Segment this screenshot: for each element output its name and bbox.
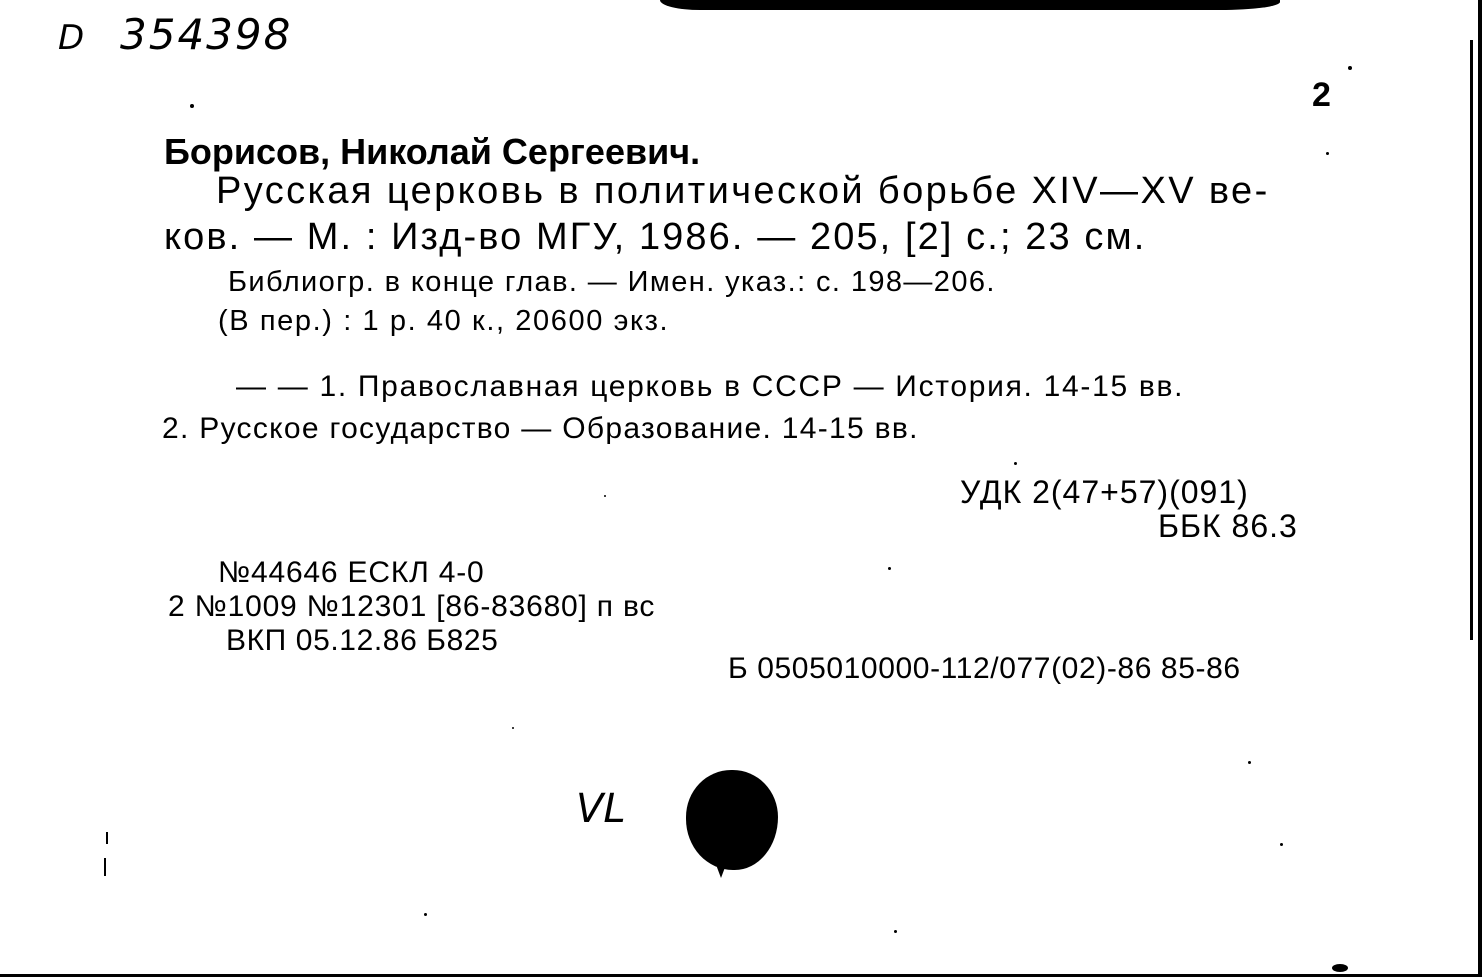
title-line-2: ков. — М. : Изд-во МГУ, 1986. — 205, [2] с.; 23 см. xyxy=(164,216,1147,258)
catalog-code: Б 0505010000-112/077(02)-86 85-86 xyxy=(728,652,1241,685)
registration-line-1: №44646 ЕСКЛ 4-0 xyxy=(218,556,485,589)
dust-speck xyxy=(888,567,891,570)
dust-speck xyxy=(424,913,427,916)
bbk-code: ББК 86.3 xyxy=(1158,508,1298,544)
card-top-edge-shadow xyxy=(660,0,1280,10)
corner-mark xyxy=(1332,964,1348,972)
dust-speck xyxy=(1014,462,1017,465)
dust-speck xyxy=(1326,152,1329,155)
scratch-mark xyxy=(104,858,106,876)
dust-speck xyxy=(1280,843,1283,846)
note-bibliography: Библиогр. в конце глав. — Имен. указ.: с. 198—206. xyxy=(228,266,996,298)
inventory-prefix: D xyxy=(58,18,85,58)
registration-line-3: ВКП 05.12.86 Б825 xyxy=(226,624,499,657)
dust-speck xyxy=(1348,66,1352,70)
subject-line-1: — — 1. Православная церковь в СССР — История. 14-15 вв. xyxy=(236,370,1185,403)
scratch-mark xyxy=(106,832,108,844)
inventory-number: 354398 xyxy=(120,10,293,59)
dust-speck xyxy=(604,495,606,497)
note-price: (В пер.) : 1 р. 40 к., 20600 экз. xyxy=(218,305,670,337)
card-number: 2 xyxy=(1312,76,1331,114)
ink-blob xyxy=(686,770,778,870)
title-line-1: Русская церковь в политической борьбе XIV—XV ве- xyxy=(216,170,1270,212)
dust-speck xyxy=(894,930,897,933)
dust-speck xyxy=(512,727,514,729)
author-heading: Борисов, Николай Сергеевич. xyxy=(164,131,701,172)
dust-speck xyxy=(190,104,194,108)
subject-line-2: 2. Русское государство — Образование. 14-15 вв. xyxy=(162,412,919,445)
scratch-mark xyxy=(1470,40,1473,640)
registration-line-2: 2 №1009 №12301 [86-83680] п вс xyxy=(168,590,656,623)
udk-code: УДК 2(47+57)(091) xyxy=(960,474,1249,510)
handwritten-initials: VL xyxy=(576,786,626,832)
ink-blob-tip xyxy=(715,862,727,878)
dust-speck xyxy=(1248,761,1251,764)
